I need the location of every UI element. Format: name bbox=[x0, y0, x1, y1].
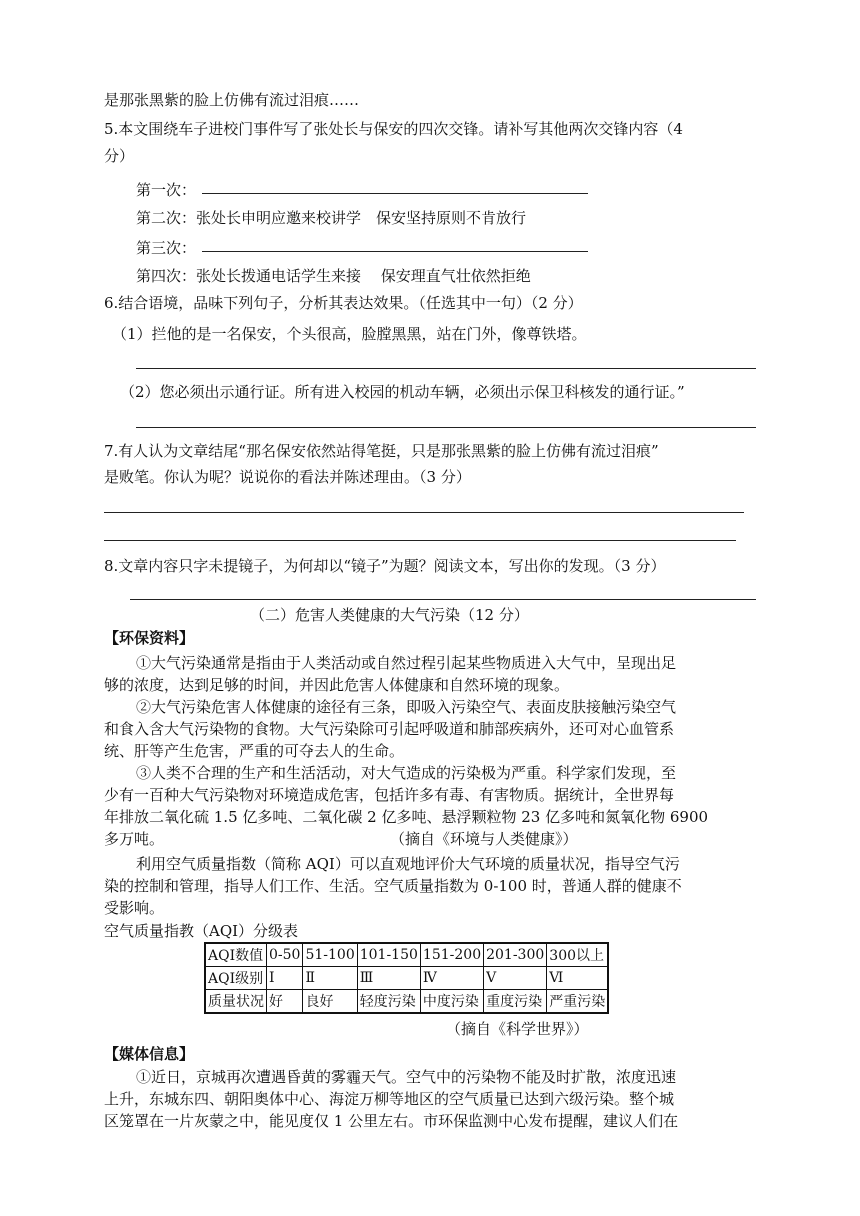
table-cell: 201-300 bbox=[484, 943, 547, 967]
question-6-sentence-2: （2）您必须出示通行证。所有进入校园的机动车辆，必须出示保卫科核发的通行证。” bbox=[120, 383, 685, 401]
source-citation: （摘自《环境与人类健康》） bbox=[390, 830, 578, 848]
question-6-sentence-1: （1）拦他的是一名保安，个头很高，脸膛黑黑，站在门外，像尊铁塔。 bbox=[112, 325, 587, 343]
question-7-line1: 7.有人认为文章结尾“那名保安依然站得笔挺，只是那张黑紫的脸上仿佛有流过泪痕” bbox=[104, 442, 659, 460]
answer-line-8[interactable] bbox=[130, 599, 756, 600]
paragraph-line: ①大气污染通常是指由于人类活动或自然过程引起某些物质进入大气中，呈现出足 bbox=[136, 654, 677, 672]
table-cell: 轻度污染 bbox=[357, 990, 420, 1014]
table-cell: 质量状况 bbox=[205, 990, 267, 1014]
paragraph-line: 区笼罩在一片灰蒙之中，能见度仅 1 公里左右。市环保监测中心发布提醒，建议人们在 bbox=[104, 1112, 679, 1130]
paragraph-line: 和食入含大气污染物的食物。大气污染除可引起呼吸道和肺部疾病外，还可对心血管系 bbox=[104, 720, 675, 738]
aqi-table bbox=[204, 942, 609, 1014]
table-cell: Ⅲ bbox=[357, 967, 420, 990]
table-cell: Ⅰ bbox=[267, 967, 303, 990]
answer-line-6-1[interactable] bbox=[136, 368, 756, 369]
question-5-line2: 分） bbox=[104, 147, 135, 165]
answer-line-7-1[interactable] bbox=[104, 512, 744, 513]
section-2-title: （二）危害人类健康的大气污染（12 分） bbox=[250, 606, 529, 624]
paragraph-line: ①近日，京城再次遭遇昏黄的雾霾天气。空气中的污染物不能及时扩散，浓度迅速 bbox=[136, 1068, 677, 1086]
table-cell: AQI级别 bbox=[205, 967, 267, 990]
table-cell: Ⅱ bbox=[303, 967, 357, 990]
table-cell: AQI数值 bbox=[205, 943, 267, 967]
table-title: 空气质量指教（AQI）分级表 bbox=[104, 922, 299, 940]
question-8: 8.文章内容只字未提镜子，为何却以“镜子”为题？阅读文本，写出你的发现。（3 分） bbox=[104, 557, 666, 575]
question-5-line1: 5.本文围绕车子进校门事件写了张处长与保安的四次交锋。请补写其他两次交锋内容（4 bbox=[104, 120, 683, 138]
table-cell: 51-100 bbox=[303, 943, 357, 967]
table-cell: 101-150 bbox=[357, 943, 420, 967]
table-cell: 好 bbox=[267, 990, 303, 1014]
table-cell: 300以上 bbox=[547, 943, 609, 967]
round-2: 第二次：张处长申明应邀来校讲学 保安坚持原则不肯放行 bbox=[136, 209, 527, 227]
question-7-line2: 是败笔。你认为呢？说说你的看法并陈述理由。（3 分） bbox=[104, 468, 471, 486]
answer-line-7-2[interactable] bbox=[104, 540, 736, 541]
paragraph-line: 利用空气质量指数（简称 AQI）可以直观地评价大气环境的质量状况，指导空气污 bbox=[136, 855, 680, 873]
table-cell: 中度污染 bbox=[420, 990, 483, 1014]
table-cell: Ⅳ bbox=[420, 967, 483, 990]
paragraph-line: 少有一百种大气污染物对环境造成危害，包括许多有毒、有害物质。据统计，全世界每 bbox=[104, 786, 675, 804]
section-heading-environment: 【环保资料】 bbox=[104, 629, 195, 647]
answer-blank-3[interactable] bbox=[202, 251, 588, 252]
table-row bbox=[205, 990, 608, 1014]
table-cell: 重度污染 bbox=[484, 990, 547, 1014]
paragraph-line: 多万吨。 bbox=[104, 830, 165, 848]
round-3-label: 第三次： bbox=[136, 239, 197, 257]
paragraph-line: 上升，东城东四、朝阳奥体中心、海淀万柳等地区的空气质量已达到六级污染。整个城 bbox=[104, 1090, 675, 1108]
table-cell: 严重污染 bbox=[547, 990, 609, 1014]
table-cell: 良好 bbox=[303, 990, 357, 1014]
table-cell: 0-50 bbox=[267, 943, 303, 967]
section-heading-media: 【媒体信息】 bbox=[104, 1045, 195, 1063]
question-6: 6.结合语境，品味下列句子，分析其表达效果。（任选其中一句）（2 分） bbox=[104, 294, 583, 312]
source-citation: （摘自《科学世界》） bbox=[446, 1020, 589, 1038]
paragraph-line: 染的控制和管理，指导人们工作、生活。空气质量指数为 0-100 时，普通人群的健康不 bbox=[104, 877, 682, 895]
table-row bbox=[205, 967, 608, 990]
table-cell: Ⅵ bbox=[547, 967, 609, 990]
table-cell: 151-200 bbox=[420, 943, 483, 967]
table-cell: Ⅴ bbox=[484, 967, 547, 990]
answer-blank-1[interactable] bbox=[202, 193, 588, 194]
table-row bbox=[205, 943, 608, 967]
answer-line-6-2[interactable] bbox=[136, 427, 756, 428]
paragraph-line: 统、肝等产生危害，严重的可夺去人的生命。 bbox=[104, 742, 405, 760]
paragraph-line: 够的浓度，达到足够的时间，并因此危害人体健康和自然环境的现象。 bbox=[104, 676, 570, 694]
paragraph-line: ③人类不合理的生产和生活活动，对大气造成的污染极为严重。科学家们发现，至 bbox=[136, 764, 677, 782]
round-4: 第四次：张处长拨通电话学生来接 保安理直气壮依然拒绝 bbox=[136, 267, 531, 285]
text-line: 是那张黑紫的脸上仿佛有流过泪痕…… bbox=[104, 91, 360, 109]
round-1-label: 第一次： bbox=[136, 181, 197, 199]
paragraph-line: 受影响。 bbox=[104, 899, 165, 917]
paragraph-line: ②大气污染危害人体健康的途径有三条，即吸入污染空气、表面皮肤接触污染空气 bbox=[136, 698, 677, 716]
paragraph-line: 年排放二氧化硫 1.5 亿多吨、二氧化碳 2 亿多吨、悬浮颗粒物 23 亿多吨和氮氧化物 6900 bbox=[104, 808, 709, 826]
